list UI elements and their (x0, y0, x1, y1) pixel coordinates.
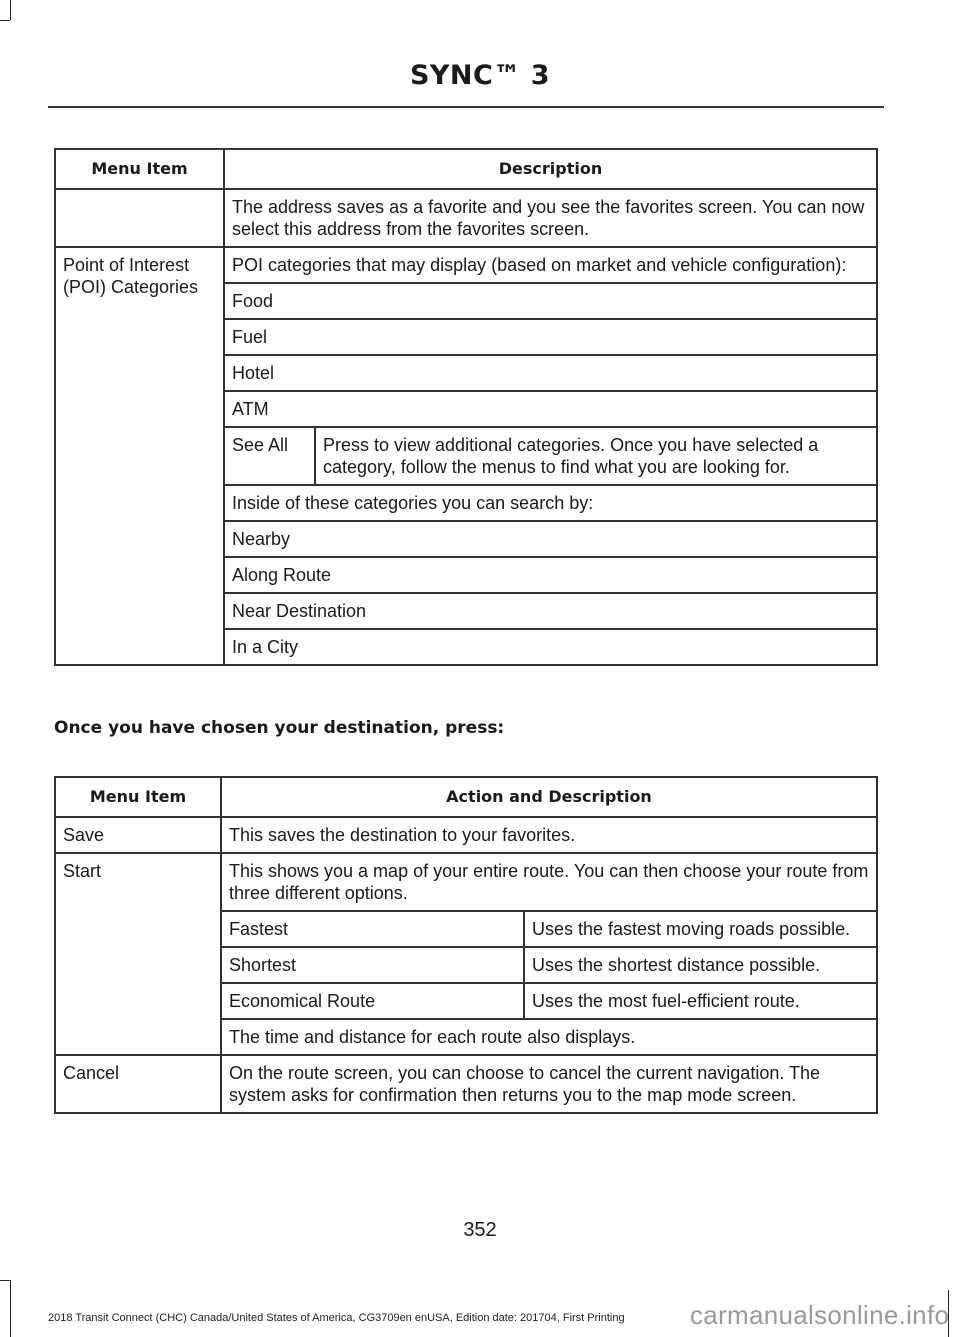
watermark: carmanualsonline.info (690, 1300, 950, 1330)
poi-category-fuel: Fuel (225, 318, 876, 354)
table-row-start (55, 853, 877, 1055)
column-header-action-description: Action and Description (221, 777, 877, 817)
start-intro: This shows you a map of your entire route. You can then choose your route from three different options. (229, 861, 869, 903)
column-header-menu-item: Menu Item (55, 777, 221, 817)
route-option-name: Economical Route (222, 983, 524, 1018)
see-all-row (225, 426, 876, 484)
crop-mark (10, 1280, 11, 1337)
description-cell: This saves the destination to your favorites. (221, 817, 877, 853)
poi-description-cell (224, 247, 877, 665)
start-footer: The time and distance for each route also displays. (222, 1018, 876, 1054)
poi-intro: POI categories that may display (based on market and vehicle configuration): (232, 255, 847, 275)
route-options (222, 910, 876, 1018)
table-row (55, 189, 877, 247)
poi-category-food: Food (225, 282, 876, 318)
table-row-save (55, 817, 877, 853)
menu-item-cell: Point of Interest (POI) Categories (55, 247, 224, 665)
start-description-cell (221, 853, 877, 1055)
poi-category-atm: ATM (225, 390, 876, 426)
menu-item-cell: Save (55, 817, 221, 853)
poi-menu-table (54, 148, 878, 666)
search-option-near-destination: Near Destination (225, 592, 876, 628)
page-number: 352 (463, 1219, 497, 1241)
route-options-table (222, 912, 876, 1018)
crop-mark (0, 1280, 10, 1281)
destination-actions-table (54, 776, 878, 1114)
menu-item-cell: Start (55, 853, 221, 1055)
section-heading: Once you have chosen your destination, press: (54, 718, 505, 738)
route-option-row (222, 912, 876, 947)
table-header-row (55, 149, 877, 189)
table-row-poi (55, 247, 877, 665)
route-option-name: Fastest (222, 912, 524, 947)
description-cell: The address saves as a favorite and you see the favorites screen. You can now select this address from the favorites screen. (224, 189, 877, 247)
search-option-nearby: Nearby (225, 520, 876, 556)
see-all-description: Press to view additional categories. Once you have selected a category, follow the menus to find what you are looking for. (315, 428, 876, 484)
menu-item-cell (55, 189, 224, 247)
see-all-table (225, 428, 876, 484)
table-row-cancel (55, 1055, 877, 1113)
search-option-in-a-city: In a City (225, 628, 876, 664)
route-option-description: Uses the most fuel-efficient route. (524, 983, 876, 1018)
menu-item-cell: Cancel (55, 1055, 221, 1113)
edition-footer: 2018 Transit Connect (CHC) Canada/United States of America, CG3709en enUSA, Edition date: 201704, First Printing (48, 1312, 625, 1324)
see-all-label: See All (225, 428, 315, 484)
search-intro: Inside of these categories you can search by: (225, 484, 876, 520)
search-option-along-route: Along Route (225, 556, 876, 592)
route-option-row (222, 947, 876, 983)
crop-mark (0, 20, 10, 21)
column-header-menu-item: Menu Item (55, 149, 224, 189)
page-title: SYNC™ 3 (409, 60, 551, 91)
table-header-row (55, 777, 877, 817)
poi-category-hotel: Hotel (225, 354, 876, 390)
route-option-row (222, 983, 876, 1018)
title-divider (48, 106, 884, 108)
crop-mark (10, 0, 11, 20)
route-option-description: Uses the fastest moving roads possible. (524, 912, 876, 947)
description-cell: On the route screen, you can choose to cancel the current navigation. The system asks for confirmation then returns you to the map mode screen. (221, 1055, 877, 1113)
route-option-name: Shortest (222, 947, 524, 983)
column-header-description: Description (224, 149, 877, 189)
route-option-description: Uses the shortest distance possible. (524, 947, 876, 983)
